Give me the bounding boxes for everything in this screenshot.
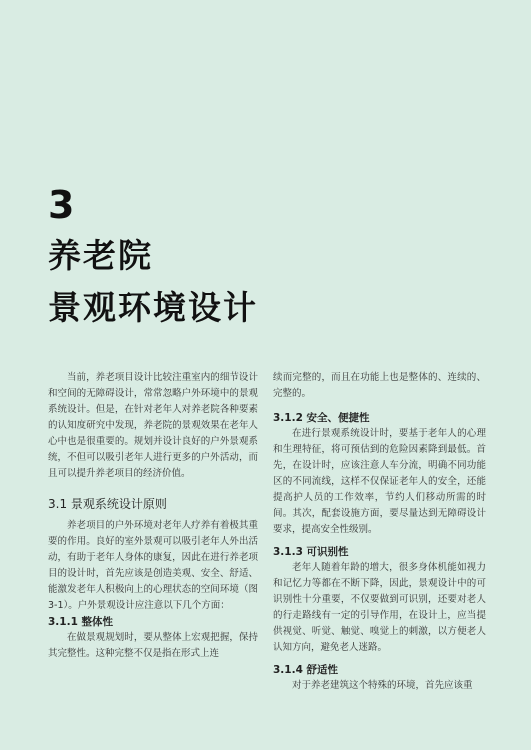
chapter-number: 3 (48, 183, 75, 227)
intro-paragraph: 当前，养老项目设计比较注重室内的细节设计和空间的无障碍设计，常常忽略户外环境中的景观系统设计。但是，在针对老年人对养老院各种要素的认知度研究中发现，养老院的景观效果在老年人心中也是很重要的。规划并设计良好的户外景观系统，不但可以吸引老年人进行更多的户外活动，而且可以提升养老项目的经济价值。 (48, 372, 258, 479)
subheading-3-1-1: 3.1.1 整体性 (48, 616, 114, 628)
paragraph-3-1: 养老项目的户外环境对老年人疗养有着极其重要的作用。良好的室外景观可以吸引老年人外出活动，有助于老年人身体的康复，因此在进行养老项目的设计时，首先应该是创造美观、安全、舒适、能激发老年人积极向上的心理状态的空间环境（图3-1）。户外景观设计应注意以下几个方面： (48, 520, 258, 611)
paragraph-3-1-1: 在做景观规划时，要从整体上宏观把握，保持其完整性。这种完整不仅是指在形式上连 (48, 632, 258, 659)
right-column (273, 370, 486, 694)
subheading-3-1-2: 3.1.2 安全、便捷性 (273, 412, 370, 424)
paragraph-3-1-3: 老年人随着年龄的增大，很多身体机能如视力和记忆力等都在不断下降，因此，景观设计中的可识别性十分重要，不仅要做到可识别，还要对老人的行走路线有一定的引导作用，在设计上，应当提供视觉、听觉、触觉、嗅觉上的刺激，以方便老人认知方向，避免老人迷路。 (273, 562, 486, 653)
paragraph-3-1-1-continued: 续而完整的，而且在功能上也是整体的、连续的、完整的。 (273, 372, 486, 399)
chapter-title (48, 230, 258, 334)
paragraph-3-1-4: 对于养老建筑这个特殊的环境，首先应该重 (292, 680, 473, 691)
section-heading-3-1: 3.1 景观系统设计原则 (48, 497, 167, 511)
chapter-title-line-2: 景观环境设计 (48, 288, 258, 327)
subheading-3-1-3: 3.1.3 可识别性 (273, 546, 349, 558)
paragraph-3-1-2: 在进行景观系统设计时，要基于老年人的心理和生理特征，将可预估到的危险因素降到最低。首先，在设计时，应该注意人车分流，明确不同功能区的不同流线，这样不仅保证老年人的安全，还能提高护人员的工作效率，节约人们移动所需的时间。其次，配套设施方面，要尽量达到无障碍设计要求，提高安全性级别。 (273, 428, 486, 535)
subheading-3-1-4: 3.1.4 舒适性 (273, 664, 339, 676)
left-column (48, 370, 258, 662)
chapter-title-line-1: 养老院 (48, 236, 153, 275)
